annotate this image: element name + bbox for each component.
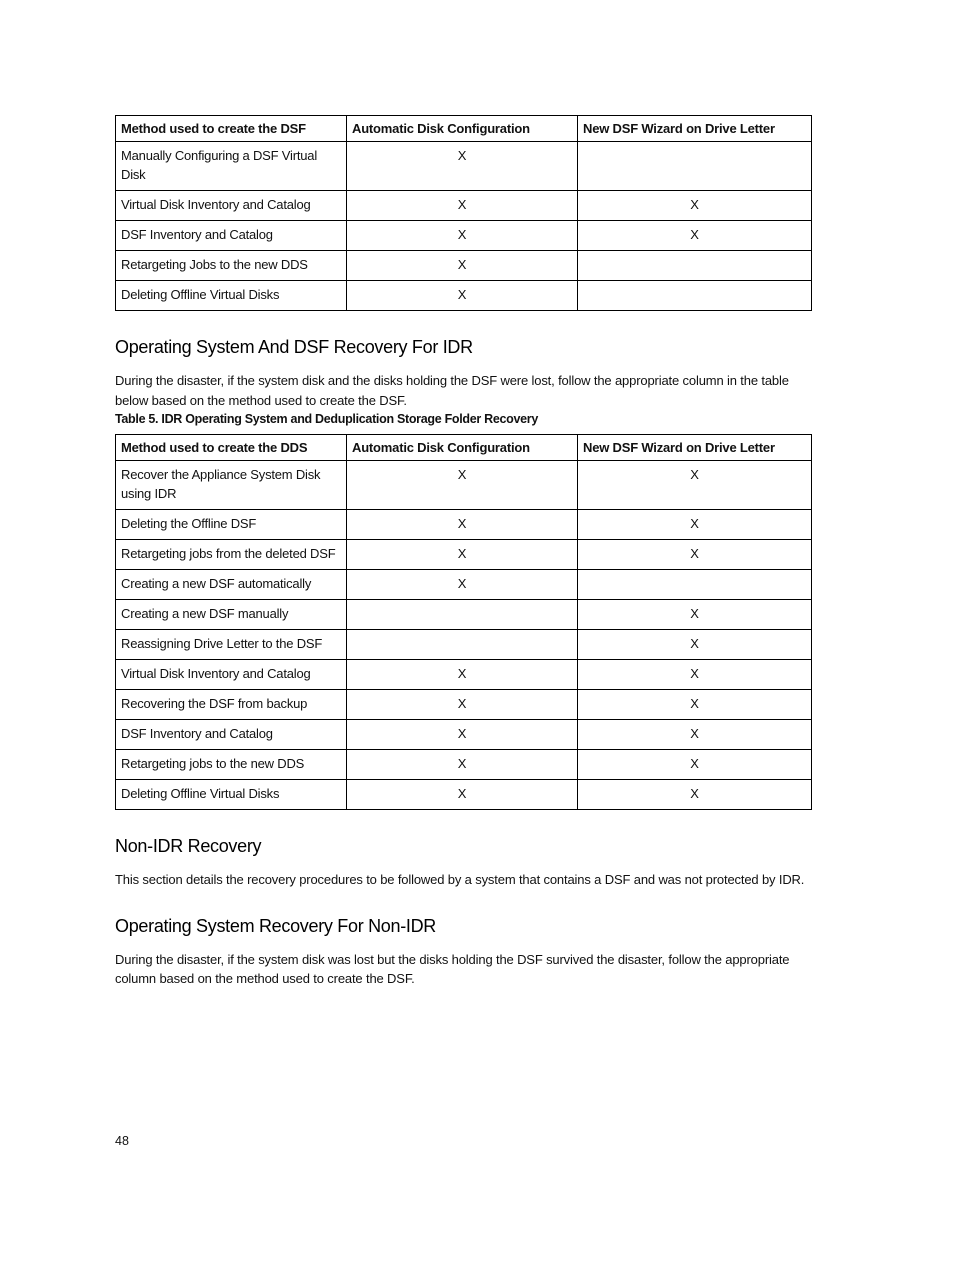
- new-dsf-wizard-cell: X: [578, 660, 812, 690]
- method-cell: Recovering the DSF from backup: [116, 690, 347, 720]
- table-header-row: [116, 435, 812, 461]
- new-dsf-wizard-cell: X: [578, 630, 812, 660]
- new-dsf-wizard-cell: X: [578, 750, 812, 780]
- column-header-method: Method used to create the DSF: [116, 116, 347, 142]
- table-row: [116, 630, 812, 660]
- automatic-disk-configuration-cell: X: [347, 281, 578, 311]
- new-dsf-wizard-cell: [578, 251, 812, 281]
- automatic-disk-configuration-cell: X: [347, 540, 578, 570]
- table-row: [116, 251, 812, 281]
- automatic-disk-configuration-cell: X: [347, 461, 578, 510]
- column-header-new-dsf-wizard: New DSF Wizard on Drive Letter: [578, 435, 812, 461]
- column-header-automatic-disk-configuration: Automatic Disk Configuration: [347, 435, 578, 461]
- section-heading-os-non-idr: Operating System Recovery For Non-IDR: [115, 915, 437, 936]
- new-dsf-wizard-cell: X: [578, 690, 812, 720]
- method-cell: Retargeting Jobs to the new DDS: [116, 251, 347, 281]
- table-row: [116, 142, 812, 191]
- column-header-method: Method used to create the DDS: [116, 435, 347, 461]
- new-dsf-wizard-cell: [578, 142, 812, 191]
- table-row: [116, 461, 812, 510]
- table-row: [116, 660, 812, 690]
- table-row: [116, 750, 812, 780]
- method-cell: Retargeting jobs from the deleted DSF: [116, 540, 347, 570]
- table-row: [116, 540, 812, 570]
- method-cell: Creating a new DSF automatically: [116, 570, 347, 600]
- column-header-new-dsf-wizard: New DSF Wizard on Drive Letter: [578, 116, 812, 142]
- table-row: [116, 690, 812, 720]
- idr-recovery-table: [115, 434, 812, 810]
- table-row: [116, 720, 812, 750]
- section-heading-idr: Operating System And DSF Recovery For IDR: [115, 337, 473, 357]
- table-row: [116, 281, 812, 311]
- table-row: [116, 600, 812, 630]
- section-paragraph-non-idr: This section details the recovery procedures to be followed by a system that contains a DSF and was not protected by IDR.: [115, 872, 805, 887]
- method-cell: Virtual Disk Inventory and Catalog: [116, 191, 347, 221]
- table-row: [116, 191, 812, 221]
- page-content: [115, 115, 811, 989]
- section-paragraph-os-non-idr: During the disaster, if the system disk was lost but the disks holding the DSF survived the disaster, follow the appropriate column based on the method used to create the DSF.: [115, 951, 790, 986]
- page-number: 48: [115, 1134, 129, 1148]
- automatic-disk-configuration-cell: X: [347, 191, 578, 221]
- automatic-disk-configuration-cell: X: [347, 780, 578, 810]
- new-dsf-wizard-cell: [578, 281, 812, 311]
- automatic-disk-configuration-cell: [347, 630, 578, 660]
- method-cell: DSF Inventory and Catalog: [116, 720, 347, 750]
- table-row: [116, 780, 812, 810]
- new-dsf-wizard-cell: X: [578, 780, 812, 810]
- recovery-method-table-dsf: [115, 115, 812, 311]
- table-row: [116, 510, 812, 540]
- new-dsf-wizard-cell: X: [578, 510, 812, 540]
- automatic-disk-configuration-cell: X: [347, 660, 578, 690]
- automatic-disk-configuration-cell: X: [347, 570, 578, 600]
- automatic-disk-configuration-cell: X: [347, 720, 578, 750]
- method-cell: Deleting the Offline DSF: [116, 510, 347, 540]
- method-cell: Reassigning Drive Letter to the DSF: [116, 630, 347, 660]
- method-cell: Deleting Offline Virtual Disks: [116, 780, 347, 810]
- automatic-disk-configuration-cell: X: [347, 510, 578, 540]
- new-dsf-wizard-cell: [578, 570, 812, 600]
- automatic-disk-configuration-cell: X: [347, 221, 578, 251]
- new-dsf-wizard-cell: X: [578, 191, 812, 221]
- section-paragraph-idr: During the disaster, if the system disk and the disks holding the DSF were lost, follow the appropriate column in the table below based on the method used to create the DSF.: [115, 373, 789, 408]
- automatic-disk-configuration-cell: X: [347, 142, 578, 191]
- method-cell: Recover the Appliance System Disk using IDR: [116, 461, 347, 510]
- method-cell: DSF Inventory and Catalog: [116, 221, 347, 251]
- automatic-disk-configuration-cell: X: [347, 750, 578, 780]
- automatic-disk-configuration-cell: [347, 600, 578, 630]
- new-dsf-wizard-cell: X: [578, 540, 812, 570]
- table-row: [116, 570, 812, 600]
- method-cell: Virtual Disk Inventory and Catalog: [116, 660, 347, 690]
- automatic-disk-configuration-cell: X: [347, 690, 578, 720]
- new-dsf-wizard-cell: X: [578, 720, 812, 750]
- method-cell: Creating a new DSF manually: [116, 600, 347, 630]
- method-cell: Retargeting jobs to the new DDS: [116, 750, 347, 780]
- column-header-automatic-disk-configuration: Automatic Disk Configuration: [347, 116, 578, 142]
- new-dsf-wizard-cell: X: [578, 600, 812, 630]
- method-cell: Deleting Offline Virtual Disks: [116, 281, 347, 311]
- table-header-row: [116, 116, 812, 142]
- section-heading-non-idr: Non-IDR Recovery: [115, 836, 262, 856]
- table-caption: Table 5. IDR Operating System and Deduplication Storage Folder Recovery: [115, 412, 539, 426]
- table-row: [116, 221, 812, 251]
- method-cell: Manually Configuring a DSF Virtual Disk: [116, 142, 347, 191]
- automatic-disk-configuration-cell: X: [347, 251, 578, 281]
- new-dsf-wizard-cell: X: [578, 221, 812, 251]
- new-dsf-wizard-cell: X: [578, 461, 812, 510]
